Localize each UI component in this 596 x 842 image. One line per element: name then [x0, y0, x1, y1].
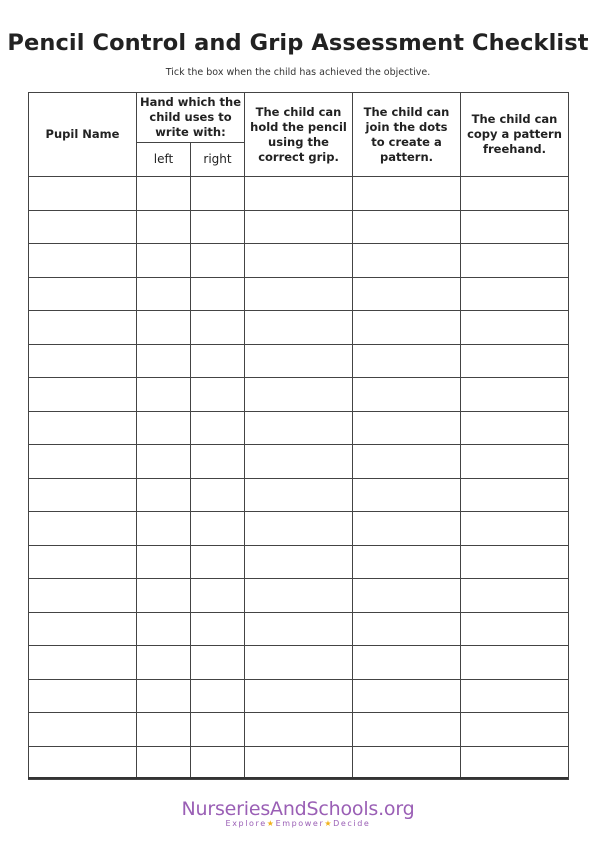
right-hand-checkbox[interactable] — [191, 378, 245, 412]
page-title: Pencil Control and Grip Assessment Checklist — [7, 30, 589, 56]
pupil-name-cell[interactable] — [29, 244, 137, 278]
copy-pattern-checkbox[interactable] — [461, 713, 569, 747]
grip-checkbox[interactable] — [245, 277, 353, 311]
left-hand-checkbox[interactable] — [137, 277, 191, 311]
join-dots-checkbox[interactable] — [353, 244, 461, 278]
join-dots-checkbox[interactable] — [353, 411, 461, 445]
grip-checkbox[interactable] — [245, 445, 353, 479]
header-correct-grip: The child can hold the pencil using the correct grip. — [245, 93, 353, 177]
right-hand-checkbox[interactable] — [191, 478, 245, 512]
tagline-empower: Empower — [275, 819, 325, 828]
header-right: right — [191, 143, 245, 177]
right-hand-checkbox[interactable] — [191, 646, 245, 680]
star-icon: ★ — [324, 819, 334, 828]
pupil-name-cell[interactable] — [29, 378, 137, 412]
right-hand-checkbox[interactable] — [191, 244, 245, 278]
pupil-name-cell[interactable] — [29, 177, 137, 211]
logo-tagline — [0, 819, 596, 828]
pupil-name-cell[interactable] — [29, 311, 137, 345]
left-hand-checkbox[interactable] — [137, 311, 191, 345]
left-hand-checkbox[interactable] — [137, 344, 191, 378]
pupil-name-cell[interactable] — [29, 545, 137, 579]
join-dots-checkbox[interactable] — [353, 277, 461, 311]
grip-checkbox[interactable] — [245, 344, 353, 378]
copy-pattern-checkbox[interactable] — [461, 311, 569, 345]
right-hand-checkbox[interactable] — [191, 344, 245, 378]
join-dots-checkbox[interactable] — [353, 344, 461, 378]
pupil-rows — [29, 177, 569, 780]
table-row — [29, 210, 569, 244]
assessment-table — [28, 92, 569, 780]
left-hand-checkbox[interactable] — [137, 646, 191, 680]
left-hand-checkbox[interactable] — [137, 713, 191, 747]
table-row — [29, 344, 569, 378]
pupil-name-cell[interactable] — [29, 512, 137, 546]
grip-checkbox[interactable] — [245, 545, 353, 579]
grip-checkbox[interactable] — [245, 378, 353, 412]
right-hand-checkbox[interactable] — [191, 746, 245, 780]
copy-pattern-checkbox[interactable] — [461, 612, 569, 646]
header-hand-used: Hand which the child uses to write with: — [137, 93, 245, 143]
join-dots-checkbox[interactable] — [353, 311, 461, 345]
join-dots-checkbox[interactable] — [353, 713, 461, 747]
copy-pattern-checkbox[interactable] — [461, 478, 569, 512]
instruction-text: Tick the box when the child has achieved the objective. — [165, 67, 431, 78]
table-row — [29, 445, 569, 479]
left-hand-checkbox[interactable] — [137, 244, 191, 278]
pupil-name-cell[interactable] — [29, 579, 137, 613]
right-hand-checkbox[interactable] — [191, 579, 245, 613]
pupil-name-cell[interactable] — [29, 478, 137, 512]
right-hand-checkbox[interactable] — [191, 679, 245, 713]
right-hand-checkbox[interactable] — [191, 311, 245, 345]
copy-pattern-checkbox[interactable] — [461, 344, 569, 378]
join-dots-checkbox[interactable] — [353, 646, 461, 680]
grip-checkbox[interactable] — [245, 579, 353, 613]
copy-pattern-checkbox[interactable] — [461, 579, 569, 613]
pupil-name-cell[interactable] — [29, 344, 137, 378]
tagline-decide: Decide — [333, 819, 371, 828]
grip-checkbox[interactable] — [245, 746, 353, 780]
table-row — [29, 713, 569, 747]
pupil-name-cell[interactable] — [29, 679, 137, 713]
left-hand-checkbox[interactable] — [137, 746, 191, 780]
table-row — [29, 646, 569, 680]
header-join-dots: The child can join the dots to create a pattern. — [353, 93, 461, 177]
grip-checkbox[interactable] — [245, 210, 353, 244]
table-row — [29, 746, 569, 780]
join-dots-checkbox[interactable] — [353, 579, 461, 613]
table-row — [29, 277, 569, 311]
join-dots-checkbox[interactable] — [353, 177, 461, 211]
logo-name: NurseriesAndSchools.org — [181, 798, 415, 820]
right-hand-checkbox[interactable] — [191, 210, 245, 244]
tagline-explore: Explore — [225, 819, 267, 828]
table-row — [29, 311, 569, 345]
pupil-name-cell[interactable] — [29, 713, 137, 747]
bottom-rule — [28, 777, 568, 779]
grip-checkbox[interactable] — [245, 512, 353, 546]
star-icon: ★ — [266, 819, 276, 828]
table-row — [29, 177, 569, 211]
table-row — [29, 545, 569, 579]
pupil-name-cell[interactable] — [29, 411, 137, 445]
copy-pattern-checkbox[interactable] — [461, 210, 569, 244]
copy-pattern-checkbox[interactable] — [461, 746, 569, 780]
left-hand-checkbox[interactable] — [137, 445, 191, 479]
left-hand-checkbox[interactable] — [137, 210, 191, 244]
copy-pattern-checkbox[interactable] — [461, 646, 569, 680]
site-logo — [0, 798, 596, 828]
copy-pattern-checkbox[interactable] — [461, 244, 569, 278]
copy-pattern-checkbox[interactable] — [461, 445, 569, 479]
grip-checkbox[interactable] — [245, 679, 353, 713]
left-hand-checkbox[interactable] — [137, 579, 191, 613]
left-hand-checkbox[interactable] — [137, 378, 191, 412]
left-hand-checkbox[interactable] — [137, 545, 191, 579]
table-row — [29, 512, 569, 546]
right-hand-checkbox[interactable] — [191, 411, 245, 445]
grip-checkbox[interactable] — [245, 713, 353, 747]
grip-checkbox[interactable] — [245, 612, 353, 646]
join-dots-checkbox[interactable] — [353, 545, 461, 579]
grip-checkbox[interactable] — [245, 411, 353, 445]
pupil-name-cell[interactable] — [29, 612, 137, 646]
right-hand-checkbox[interactable] — [191, 445, 245, 479]
right-hand-checkbox[interactable] — [191, 512, 245, 546]
join-dots-checkbox[interactable] — [353, 679, 461, 713]
pupil-name-cell[interactable] — [29, 445, 137, 479]
grip-checkbox[interactable] — [245, 244, 353, 278]
join-dots-checkbox[interactable] — [353, 746, 461, 780]
left-hand-checkbox[interactable] — [137, 679, 191, 713]
pupil-name-cell[interactable] — [29, 646, 137, 680]
join-dots-checkbox[interactable] — [353, 210, 461, 244]
right-hand-checkbox[interactable] — [191, 277, 245, 311]
right-hand-checkbox[interactable] — [191, 545, 245, 579]
grip-checkbox[interactable] — [245, 646, 353, 680]
header-left: left — [137, 143, 191, 177]
header-copy-pattern: The child can copy a pattern freehand. — [461, 93, 569, 177]
copy-pattern-checkbox[interactable] — [461, 277, 569, 311]
right-hand-checkbox[interactable] — [191, 177, 245, 211]
table-row — [29, 679, 569, 713]
header-pupil-name: Pupil Name — [29, 93, 137, 177]
left-hand-checkbox[interactable] — [137, 478, 191, 512]
copy-pattern-checkbox[interactable] — [461, 378, 569, 412]
copy-pattern-checkbox[interactable] — [461, 545, 569, 579]
join-dots-checkbox[interactable] — [353, 378, 461, 412]
join-dots-checkbox[interactable] — [353, 612, 461, 646]
left-hand-checkbox[interactable] — [137, 411, 191, 445]
table-row — [29, 411, 569, 445]
right-hand-checkbox[interactable] — [191, 713, 245, 747]
copy-pattern-checkbox[interactable] — [461, 679, 569, 713]
grip-checkbox[interactable] — [245, 177, 353, 211]
right-hand-checkbox[interactable] — [191, 612, 245, 646]
table-row — [29, 612, 569, 646]
join-dots-checkbox[interactable] — [353, 445, 461, 479]
left-hand-checkbox[interactable] — [137, 512, 191, 546]
grip-checkbox[interactable] — [245, 478, 353, 512]
copy-pattern-checkbox[interactable] — [461, 177, 569, 211]
table-row — [29, 579, 569, 613]
join-dots-checkbox[interactable] — [353, 512, 461, 546]
pupil-name-cell[interactable] — [29, 277, 137, 311]
copy-pattern-checkbox[interactable] — [461, 512, 569, 546]
left-hand-checkbox[interactable] — [137, 177, 191, 211]
table-row — [29, 378, 569, 412]
pupil-name-cell[interactable] — [29, 210, 137, 244]
pupil-name-cell[interactable] — [29, 746, 137, 780]
grip-checkbox[interactable] — [245, 311, 353, 345]
table-row — [29, 478, 569, 512]
join-dots-checkbox[interactable] — [353, 478, 461, 512]
left-hand-checkbox[interactable] — [137, 612, 191, 646]
copy-pattern-checkbox[interactable] — [461, 411, 569, 445]
table-row — [29, 244, 569, 278]
